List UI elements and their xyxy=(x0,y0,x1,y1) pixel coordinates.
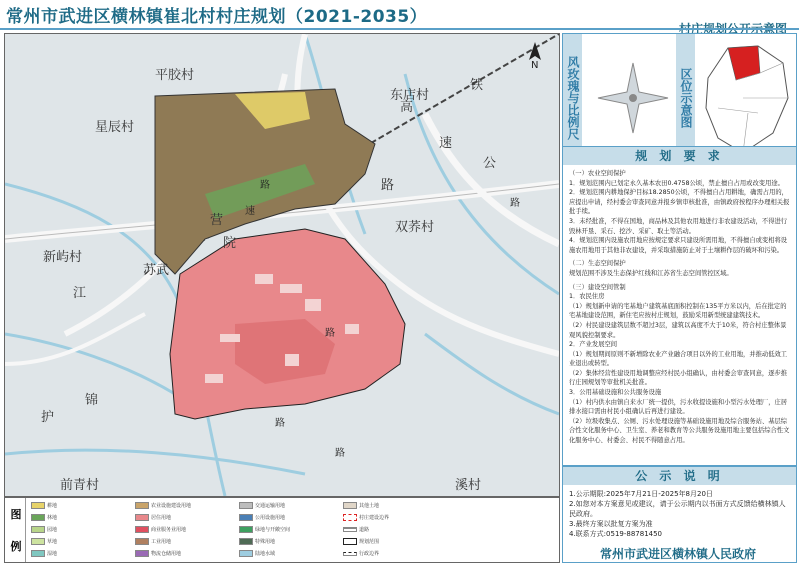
label-su-wu: 苏武 xyxy=(143,263,170,278)
notice-body xyxy=(563,485,796,543)
legend-item: 规划范围 xyxy=(343,538,379,545)
legend-item: 物流仓储用地 xyxy=(135,550,181,557)
label-road-3: 路 xyxy=(510,198,520,209)
north-label: N xyxy=(531,60,539,71)
req-para: （1）规划新申请的宅基地户建筑基底面积控制在135平方米以内，后在批定的宅基地建设范围，新住宅应按村庄规划，鼓励采用新型统建建筑技术。 xyxy=(569,302,787,320)
req-para: 3．未经批准，不得在国地，商品林及其他农用地进行非农建设活动，不得进行毁林开垦、采石、挖沙、采矿、取土等活动。 xyxy=(569,217,788,235)
requirements-panel xyxy=(562,146,797,466)
label-gong: 公 xyxy=(483,156,497,171)
label-road-2: 速 xyxy=(245,206,255,217)
notice-item: 4.联系方式:0519-88781450 xyxy=(569,530,663,538)
legend-item: 其他土地 xyxy=(343,502,379,509)
label-pingjiaocun: 平胶村 xyxy=(155,68,195,83)
req-para: （二）生态空间保护 xyxy=(569,260,626,268)
label-su: 速 xyxy=(439,136,453,151)
req-para: （1）规划期间原则不新增除农业产业融合项目以外的工业用地，并推动低效工业退出或转型。 xyxy=(569,350,788,368)
label-road-6: 路 xyxy=(335,448,345,459)
label-jiang: 江 xyxy=(73,286,87,301)
label-gao: 高 xyxy=(400,100,414,115)
label-qianqingcun: 前青村 xyxy=(60,478,100,493)
req-para: （2）村民建设建筑层数不超过3层，建筑以高度不大于10米，符合村庄整体景观风貌控制要求。 xyxy=(569,321,787,339)
req-para: 规划范围不涉及生态保护红线和江苏省生态空间管控区域。 xyxy=(569,269,733,277)
page-title: 常州市武进区横林镇崔北村村庄规划（2021-2035） xyxy=(6,7,428,27)
req-para: 4．规划范围内设施农用地应按规定要求只建设所需用地，不得擅自或变相将设施农用地用于其他非农建设，并采取措施防止对于土壤耕作层的破坏和污染。 xyxy=(569,237,788,254)
label-xingchencun: 星辰村 xyxy=(95,120,135,135)
req-para: 2．规划范围内耕地保护目标18.2850公顷，不得擅自占用耕地，确需占用的，应提出申请，经村委会审查同意并报乡镇审核批准，由镇政府按程序办理相关报批手续。 xyxy=(569,189,790,216)
label-hu: 护 xyxy=(41,410,55,425)
legend-item: 工业用地 xyxy=(135,538,171,545)
location-map-icon xyxy=(698,38,794,158)
req-para: （1）村内供水由镇自来水厂统一提供，污水收提设施和小型污水处理厂，庄居排水接口需由村民小组确认后再进行建设。 xyxy=(569,398,788,416)
rose-panel xyxy=(562,33,797,163)
map-frame xyxy=(4,33,560,497)
top-divider xyxy=(0,28,799,30)
label-xinyucun: 新屿村 xyxy=(43,250,83,265)
req-para: （2）集体经营性建设用地调整应经村民小组确认，由村委会审查同意，逐步推行庄园规划等审批机关批准。 xyxy=(569,369,788,387)
label-road-4: 路 xyxy=(325,328,335,339)
legend-item: 道路 xyxy=(343,526,369,533)
label-jin: 锦 xyxy=(85,393,99,408)
legend-item: 行政边界 xyxy=(343,550,379,557)
notice-item: 2.如您对本方案意见或建议，请于公示期内以书面方式反馈给横林镇人民政府。 xyxy=(569,500,786,518)
label-yuan: 院 xyxy=(223,236,237,251)
label-xicun: 溪村 xyxy=(455,478,482,493)
legend-item: 交通运输用地 xyxy=(239,502,285,509)
legend-item: 商业服务业用地 xyxy=(135,526,186,533)
legend-item: 陆地水域 xyxy=(239,550,275,557)
notice-item: 3.最终方案以批复方案为准 xyxy=(569,520,653,528)
req-para: 2．产业发展空间 xyxy=(569,341,618,349)
label-dongdiancun: 东店村 xyxy=(390,88,430,103)
req-para: （三）建设空间管制 xyxy=(569,283,626,291)
notice-item: 1.公示期限:2025年7月21日-2025年8月20日 xyxy=(569,490,713,498)
req-para: 3．公用基础设施和公共服务设施 xyxy=(569,389,662,397)
legend-item: 特殊用地 xyxy=(239,538,275,545)
rose-label: 风玫瑰与比例尺 xyxy=(563,34,582,162)
legend-item: 绿地与开敞空间 xyxy=(239,526,290,533)
legend-item: 草地 xyxy=(31,538,57,545)
government-name: 常州市武进区横林镇人民政府 xyxy=(600,547,757,561)
legend-title-char: 例 xyxy=(10,540,22,553)
legend-item: 农业设施建设用地 xyxy=(135,502,191,509)
legend-item: 居住用地 xyxy=(135,514,171,521)
legend-item: 耕地 xyxy=(31,502,57,509)
label-tie: 铁 xyxy=(470,78,484,93)
legend-item: 公用设施用地 xyxy=(239,514,285,521)
label-shuangqiaocun: 双荞村 xyxy=(395,220,435,235)
req-para: 1．规划范围内已划定永久基本农田0.4758公顷，禁止擅自占用或改变用途。 xyxy=(569,179,784,187)
legend-item: 园地 xyxy=(31,526,57,533)
wind-rose-icon xyxy=(593,58,673,138)
label-road-5: 路 xyxy=(275,418,285,429)
label-lu: 路 xyxy=(381,178,395,193)
legend-item: 村庄建设边界 xyxy=(343,514,389,521)
notice-heading: 公 示 说 明 xyxy=(563,467,796,485)
label-road-1: 路 xyxy=(260,180,270,191)
label-ying: 营 xyxy=(210,213,224,228)
req-para: （一）农业空间保护 xyxy=(569,170,626,177)
req-para: （2）垃圾收集点、公厕、污水处理设施等基础设施用地及综合服务站、基层综合性文化服务中心、卫生室、养老和教育等公共服务设施用地主要包括综合性文化服务中心、村委会、村民不得随意占用。 xyxy=(569,417,790,445)
requirements-body xyxy=(563,165,796,450)
requirements-heading: 规 划 要 求 xyxy=(563,147,796,165)
legend-item: 湿地 xyxy=(31,550,57,557)
legend-title-char: 图 xyxy=(10,508,22,521)
legend-item: 林地 xyxy=(31,514,57,521)
legend-box xyxy=(4,497,560,563)
req-para: 1．农民住房 xyxy=(569,293,605,301)
legend-title xyxy=(7,498,26,562)
location-label: 区位示意图 xyxy=(676,34,695,162)
